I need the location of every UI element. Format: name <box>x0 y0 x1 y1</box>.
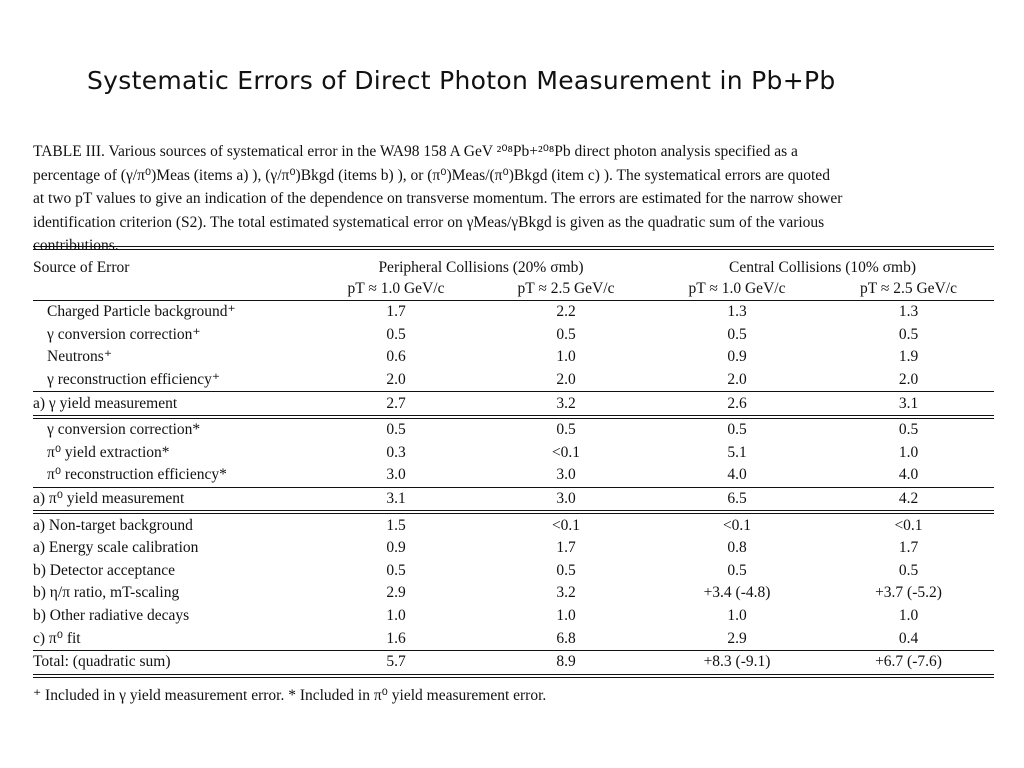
table-end-rule <box>33 676 994 680</box>
row-label: b) Other radiative decays <box>33 607 190 625</box>
value-cell: 1.7 <box>386 303 406 321</box>
caption-line: percentage of (γ/π⁰)Meas (items a) ), (γ/π⁰)Bkgd (items b) ), or (π⁰)Meas/(π⁰)Bkgd (item c) ). The systematical errors are quoted <box>33 166 830 184</box>
table-row <box>33 605 994 628</box>
row-label: b) Detector acceptance <box>33 561 175 579</box>
value-cell: 3.0 <box>556 466 576 484</box>
value-cell: 0.5 <box>556 561 576 579</box>
empty-cell <box>33 278 311 301</box>
column-group-central: Central Collisions (10% σmb) <box>728 259 917 276</box>
value-cell: 0.5 <box>556 325 576 343</box>
value-cell: 1.9 <box>898 348 919 366</box>
table-row <box>33 537 994 560</box>
value-cell: 1.3 <box>898 303 919 321</box>
rule-cell <box>33 676 994 680</box>
row-label: a) Non-target background <box>33 516 193 534</box>
column-header-pt: pT ≈ 2.5 GeV/c <box>517 280 615 297</box>
table-row <box>33 324 994 347</box>
value-cell: 5.7 <box>386 653 406 671</box>
value-cell: 6.5 <box>727 490 747 508</box>
table-row <box>33 442 994 465</box>
row-label: γ reconstruction efficiency⁺ <box>47 371 221 389</box>
value-cell: 0.5 <box>386 561 406 579</box>
row-label: a) γ yield measurement <box>33 394 178 412</box>
value-cell: 0.4 <box>898 629 919 647</box>
value-cell: 1.5 <box>386 516 406 534</box>
table-row <box>33 369 994 392</box>
value-cell: 0.5 <box>727 325 747 343</box>
column-header-source: Source of Error <box>33 259 130 276</box>
value-cell: <0.1 <box>722 516 752 534</box>
value-cell: +3.7 (-5.2) <box>875 584 942 602</box>
table-caption <box>33 140 993 258</box>
row-label: Charged Particle background⁺ <box>47 303 236 321</box>
table-row <box>33 582 994 605</box>
row-label: a) π⁰ yield measurement <box>33 490 185 508</box>
table-row <box>33 512 994 537</box>
value-cell: 3.2 <box>556 394 576 412</box>
value-cell: 0.5 <box>898 421 919 439</box>
value-cell: 0.3 <box>386 443 406 461</box>
value-cell: 2.0 <box>898 371 919 389</box>
row-label: a) Energy scale calibration <box>33 539 199 557</box>
value-cell: 2.0 <box>556 371 576 389</box>
table-subheader-row <box>33 278 994 301</box>
row-label: b) η/π ratio, mT-scaling <box>33 584 180 602</box>
value-cell: 1.0 <box>898 607 919 625</box>
value-cell: 6.8 <box>556 629 576 647</box>
row-label: Neutrons⁺ <box>47 348 113 366</box>
value-cell: 4.0 <box>898 466 919 484</box>
value-cell: 1.0 <box>556 348 576 366</box>
table-row <box>33 301 994 324</box>
summary-row <box>33 392 994 417</box>
value-cell: 3.0 <box>556 490 576 508</box>
table-header-row <box>33 248 994 278</box>
column-header-pt: pT ≈ 2.5 GeV/c <box>860 280 957 297</box>
caption-line: TABLE III. Various sources of systematical error in the WA98 158 A GeV ²⁰⁸Pb+²⁰⁸Pb direct photon analysis specified as a <box>33 143 798 160</box>
value-cell: 1.6 <box>386 629 406 647</box>
summary-row <box>33 487 994 512</box>
column-header-pt: pT ≈ 1.0 GeV/c <box>347 280 445 297</box>
value-cell: 0.5 <box>386 421 406 439</box>
value-cell: 2.0 <box>386 371 406 389</box>
value-cell: 3.2 <box>556 584 576 602</box>
value-cell: 4.0 <box>727 466 747 484</box>
table-row <box>33 346 994 369</box>
value-cell: 3.0 <box>386 466 406 484</box>
table-row <box>33 627 994 650</box>
value-cell: <0.1 <box>894 516 923 534</box>
column-group-peripheral: Peripheral Collisions (20% σmb) <box>378 259 584 276</box>
value-cell: 5.1 <box>727 443 747 461</box>
value-cell: +8.3 (-9.1) <box>703 653 771 671</box>
value-cell: 0.8 <box>727 539 747 557</box>
row-label: c) π⁰ fit <box>33 629 81 647</box>
value-cell: 2.0 <box>727 371 747 389</box>
value-cell: 2.9 <box>386 584 406 602</box>
value-cell: 0.5 <box>556 421 576 439</box>
row-label: γ conversion correction* <box>47 421 201 439</box>
table-footnote: ⁺ Included in γ yield measurement error. * Included in π⁰ yield measurement error. <box>33 687 547 704</box>
row-label: Total: (quadratic sum) <box>33 653 171 671</box>
value-cell: +3.4 (-4.8) <box>703 584 771 602</box>
value-cell: +6.7 (-7.6) <box>875 653 942 671</box>
row-label: γ conversion correction⁺ <box>47 325 201 343</box>
value-cell: 8.9 <box>556 653 576 671</box>
table-row <box>33 464 994 487</box>
value-cell: 0.5 <box>898 325 919 343</box>
caption-line: identification criterion (S2). The total estimated systematical error on γMeas/γBkgd is given as the quadratic sum of the various <box>33 213 825 231</box>
value-cell: 3.1 <box>898 394 919 412</box>
value-cell: 0.5 <box>386 325 406 343</box>
caption-line: at two pT values to give an indication of the dependence on transverse momentum. The errors are estimated for the narrow shower <box>33 190 843 207</box>
value-cell: 2.7 <box>386 394 406 412</box>
value-cell: 4.2 <box>898 490 919 508</box>
value-cell: 1.7 <box>898 539 919 557</box>
value-cell: 1.0 <box>727 607 747 625</box>
systematic-error-table <box>33 246 994 680</box>
caption-line: contributions. <box>33 237 119 254</box>
table-row <box>33 417 994 442</box>
value-cell: 0.5 <box>898 561 919 579</box>
slide-title: Systematic Errors of Direct Photon Measurement in Pb+Pb <box>87 66 836 95</box>
value-cell: 2.2 <box>556 303 576 321</box>
value-cell: 2.9 <box>727 629 747 647</box>
column-header-pt: pT ≈ 1.0 GeV/c <box>688 280 786 297</box>
value-cell: <0.1 <box>551 516 581 534</box>
value-cell: 1.7 <box>556 539 576 557</box>
total-row <box>33 650 994 675</box>
value-cell: 0.5 <box>727 421 747 439</box>
value-cell: 1.0 <box>386 607 406 625</box>
value-cell: 3.1 <box>386 490 406 508</box>
value-cell: 1.0 <box>898 443 919 461</box>
value-cell: 0.6 <box>386 348 406 366</box>
value-cell: 0.5 <box>727 561 747 579</box>
value-cell: 0.9 <box>386 539 406 557</box>
row-label: π⁰ reconstruction efficiency* <box>47 466 227 484</box>
value-cell: 1.3 <box>727 303 747 321</box>
value-cell: 2.6 <box>727 394 747 412</box>
table-row <box>33 560 994 583</box>
value-cell: 1.0 <box>556 607 576 625</box>
value-cell: <0.1 <box>551 443 581 461</box>
value-cell: 0.9 <box>727 348 747 366</box>
row-label: π⁰ yield extraction* <box>47 443 170 461</box>
